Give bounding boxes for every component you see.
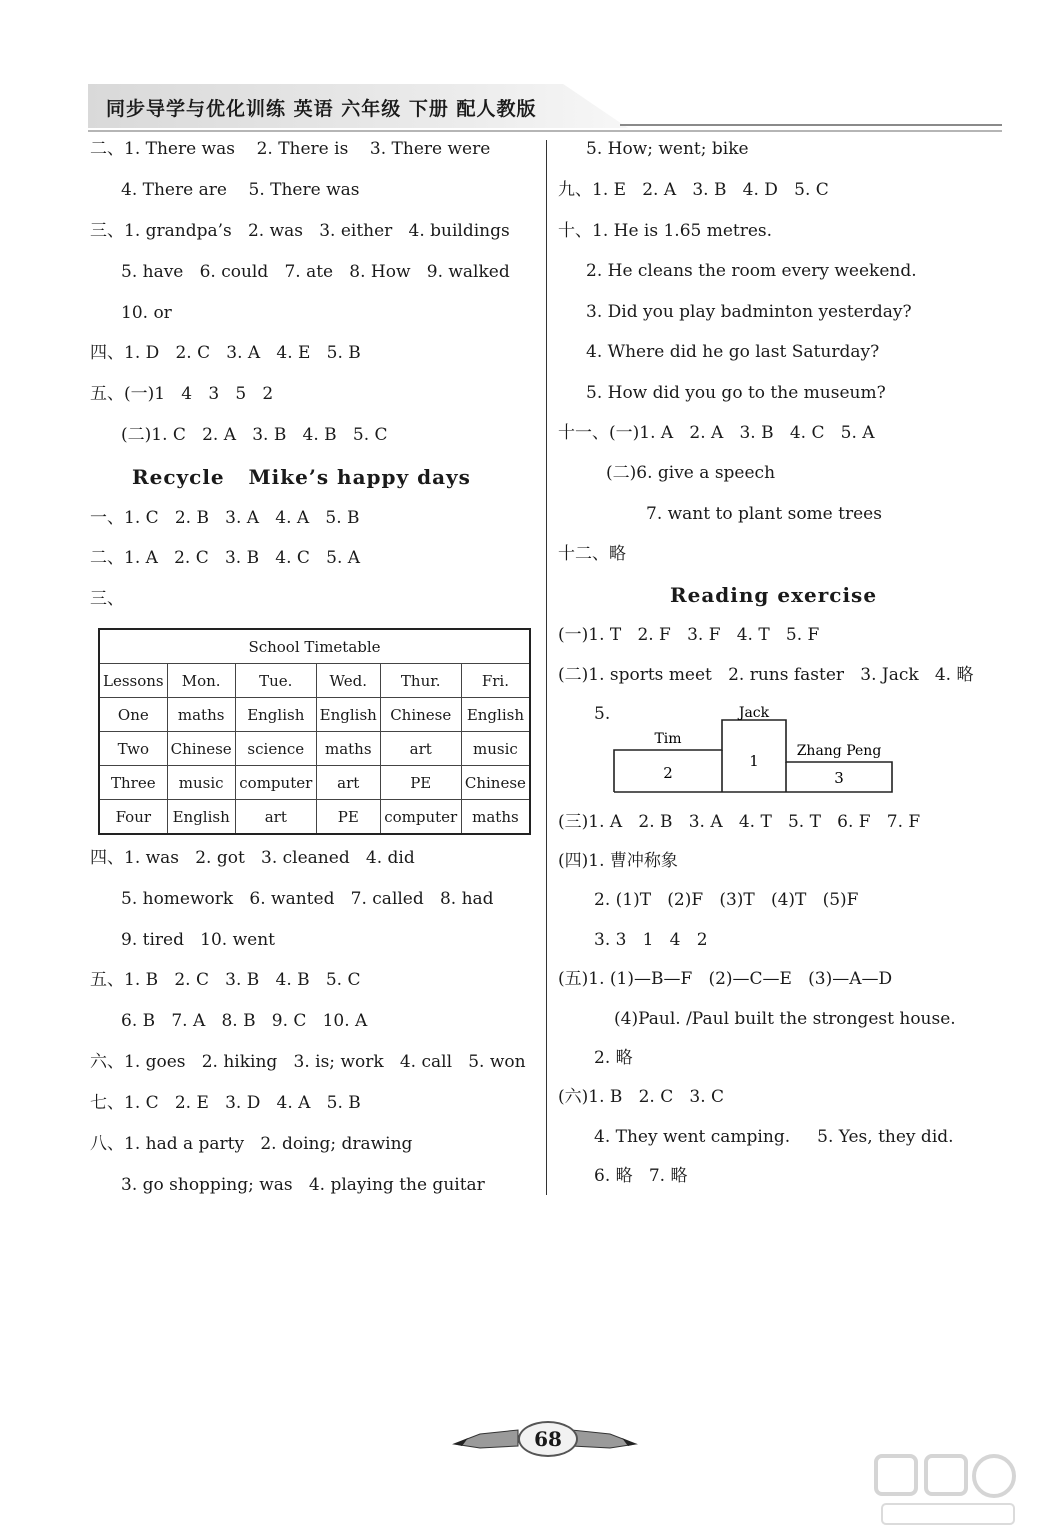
timetable-row xyxy=(99,698,530,732)
answer-line: (二)1. C 2. A 3. B 4. B 5. C xyxy=(121,425,388,445)
answer-line: 5. have 6. could 7. ate 8. How 9. walked xyxy=(121,262,510,282)
answer-line: (六)1. B 2. C 3. C xyxy=(558,1087,725,1107)
answer-line: 2. 略 xyxy=(594,1048,633,1068)
timetable-cell: Chinese xyxy=(461,766,530,800)
answer-line: 3. 3 1 4 2 xyxy=(594,930,708,950)
answer-line: 4. Where did he go last Saturday? xyxy=(586,342,880,362)
answer-line: 四、1. D 2. C 3. A 4. E 5. B xyxy=(90,343,361,363)
timetable-cell: English xyxy=(235,698,316,732)
answer-line: 一、1. C 2. B 3. A 4. A 5. B xyxy=(90,508,360,528)
timetable-cell: music xyxy=(167,766,235,800)
timetable-header-row xyxy=(99,664,530,698)
answer-line: 四、1. was 2. got 3. cleaned 4. did xyxy=(90,848,415,868)
page-number: 68 xyxy=(518,1421,578,1457)
timetable-cell: maths xyxy=(461,800,530,835)
answer-line: (4)Paul. /Paul built the strongest house. xyxy=(614,1009,956,1029)
section-title-recycle: Recycle Mike’s happy days xyxy=(132,465,471,489)
timetable-cell: art xyxy=(316,766,380,800)
timetable-header-cell: Lessons xyxy=(99,664,167,698)
answer-line: 三、1. grandpa’s 2. was 3. either 4. buildings xyxy=(90,221,510,241)
answer-line: 2. (1)T (2)F (3)T (4)T (5)F xyxy=(594,890,859,910)
timetable-cell: art xyxy=(235,800,316,835)
answer-line: 5. homework 6. wanted 7. called 8. had xyxy=(121,889,494,909)
timetable-header-cell: Fri. xyxy=(461,664,530,698)
answer-line: 5. How; went; bike xyxy=(586,139,749,159)
header-title: 同步导学与优化训练 英语 六年级 下册 配人教版 xyxy=(106,98,537,120)
answer-line: (三)1. A 2. B 3. A 4. T 5. T 6. F 7. F xyxy=(558,812,921,832)
answer-line: 4. There are 5. There was xyxy=(121,180,360,200)
timetable-cell: English xyxy=(167,800,235,835)
timetable-header-cell: Mon. xyxy=(167,664,235,698)
answer-line: 五、(一)1 4 3 5 2 xyxy=(90,384,274,404)
timetable-cell: One xyxy=(99,698,167,732)
timetable-cell: Two xyxy=(99,732,167,766)
timetable-cell: computer xyxy=(380,800,461,835)
timetable-row xyxy=(99,732,530,766)
timetable-cell: English xyxy=(316,698,380,732)
answer-line: 十、1. He is 1.65 metres. xyxy=(558,221,773,241)
answer-line: 三、 xyxy=(90,589,124,609)
answer-line: 八、1. had a party 2. doing; drawing xyxy=(90,1134,413,1154)
timetable-cell: PE xyxy=(380,766,461,800)
timetable-header-cell: Tue. xyxy=(235,664,316,698)
timetable-cell: PE xyxy=(316,800,380,835)
timetable-cell: maths xyxy=(316,732,380,766)
answer-line: (四)1. 曹冲称象 xyxy=(558,851,678,871)
answer-line: 9. tired 10. went xyxy=(121,930,276,950)
timetable-header-cell: Thur. xyxy=(380,664,461,698)
answer-line: (二)6. give a speech xyxy=(606,463,776,483)
header-rule xyxy=(88,130,1002,132)
timetable-cell: science xyxy=(235,732,316,766)
school-timetable xyxy=(98,628,531,835)
podium-diagram xyxy=(600,698,900,796)
podium-place-third: 3 xyxy=(834,769,844,787)
answer-line: (五)1. (1)—B—F (2)—C—E (3)—A—D xyxy=(558,969,893,989)
answer-line: 十一、(一)1. A 2. A 3. B 4. C 5. A xyxy=(558,423,875,443)
podium-place-first: 1 xyxy=(749,752,759,770)
timetable-row xyxy=(99,766,530,800)
answer-line: 七、1. C 2. E 3. D 4. A 5. B xyxy=(90,1093,361,1113)
answer-line: 3. go shopping; was 4. playing the guitar xyxy=(121,1175,485,1195)
timetable-cell: Three xyxy=(99,766,167,800)
answer-line: 六、1. goes 2. hiking 3. is; work 4. call 5. won xyxy=(90,1052,526,1072)
answer-line: 10. or xyxy=(121,303,172,323)
answer-line: 6. B 7. A 8. B 9. C 10. A xyxy=(121,1011,368,1031)
timetable-header-cell: Wed. xyxy=(316,664,380,698)
podium-place-second: 2 xyxy=(663,764,673,782)
timetable-cell: art xyxy=(380,732,461,766)
answer-line: 4. They went camping. 5. Yes, they did. xyxy=(594,1127,954,1147)
watermark-logo xyxy=(872,1450,1022,1530)
timetable-cell: maths xyxy=(167,698,235,732)
timetable-title: School Timetable xyxy=(99,629,530,664)
answer-line: 7. want to plant some trees xyxy=(646,504,882,524)
answer-line: 十二、略 xyxy=(558,544,626,564)
timetable-cell: Chinese xyxy=(167,732,235,766)
answer-line: (一)1. T 2. F 3. F 4. T 5. F xyxy=(558,625,820,645)
timetable-row xyxy=(99,800,530,835)
timetable-cell: Chinese xyxy=(380,698,461,732)
answer-line: 二、1. A 2. C 3. B 4. C 5. A xyxy=(90,548,361,568)
podium-label-zhang-peng: Zhang Peng xyxy=(796,743,882,759)
answer-line: 2. He cleans the room every weekend. xyxy=(586,261,917,281)
podium-label-tim: Tim xyxy=(654,731,682,747)
answer-line: 五、1. B 2. C 3. B 4. B 5. C xyxy=(90,970,361,990)
answer-line: 5. How did you go to the museum? xyxy=(586,383,886,403)
answer-line: 6. 略 7. 略 xyxy=(594,1166,688,1186)
timetable-cell: English xyxy=(461,698,530,732)
column-divider xyxy=(546,140,547,1195)
answer-line: 九、1. E 2. A 3. B 4. D 5. C xyxy=(558,180,829,200)
answer-line: (二)1. sports meet 2. runs faster 3. Jack 4. 略 xyxy=(558,665,974,685)
answer-line: 二、1. There was 2. There is 3. There were xyxy=(90,139,491,159)
section-title-reading: Reading exercise xyxy=(670,583,878,607)
answer-line: 5. xyxy=(594,704,611,724)
timetable-cell: Four xyxy=(99,800,167,835)
answer-line: 3. Did you play badminton yesterday? xyxy=(586,302,912,322)
header-rule xyxy=(620,124,1002,126)
timetable-cell: computer xyxy=(235,766,316,800)
timetable-cell: music xyxy=(461,732,530,766)
podium-label-jack: Jack xyxy=(738,705,770,721)
